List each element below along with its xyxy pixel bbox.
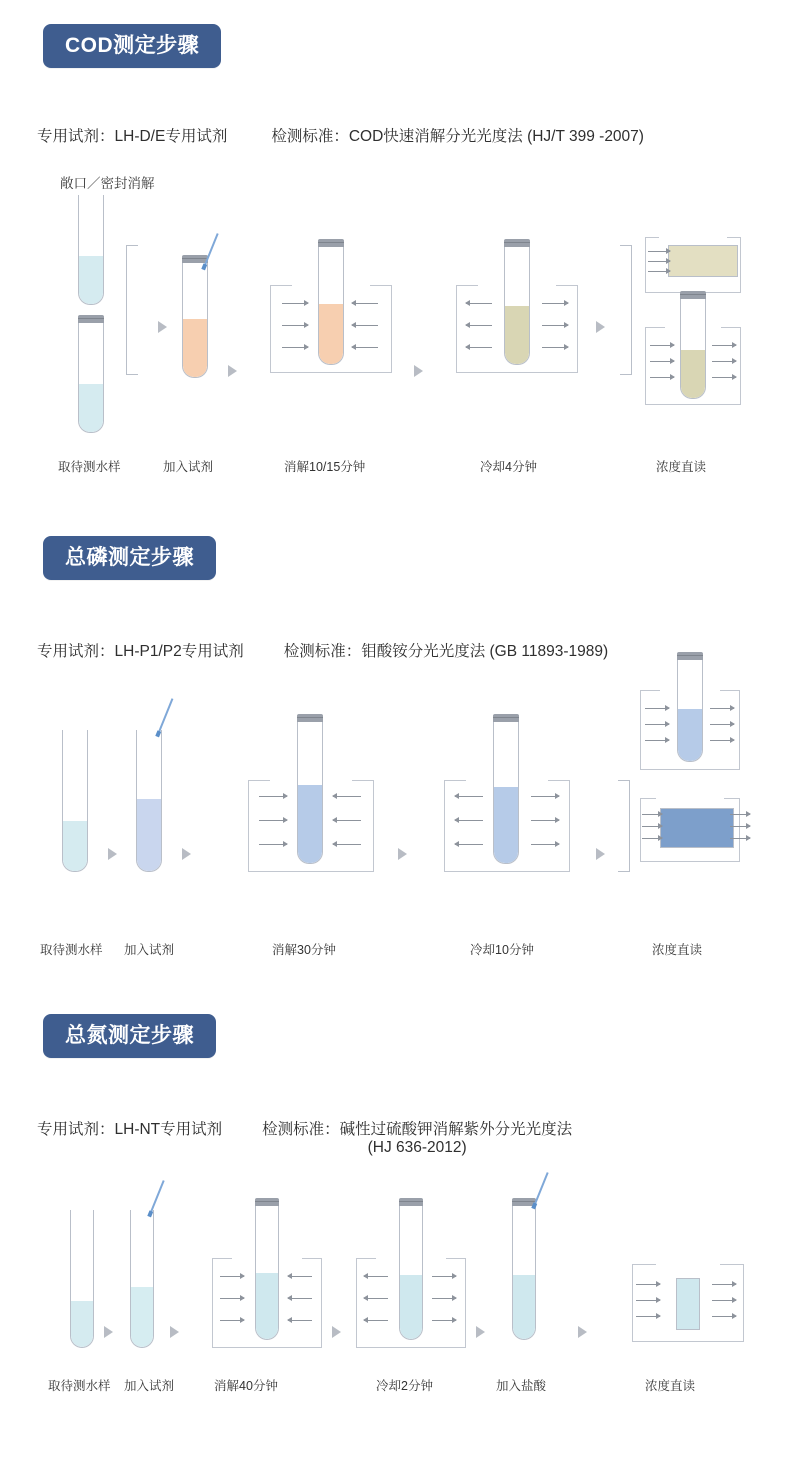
cod-caption-4: 冷却4分钟 — [480, 460, 537, 474]
tn-digestion-tube-cap — [255, 1198, 279, 1206]
tp-readout-tube-cap — [677, 652, 703, 660]
tp-badge-wrap — [0, 536, 216, 580]
liquid-digested — [256, 1273, 278, 1339]
section-badge-cod: COD测定步骤 — [43, 24, 221, 68]
liquid-digested — [494, 787, 518, 863]
tp-reagent-tube — [136, 730, 162, 872]
cod-cooling-rim-right — [556, 285, 578, 286]
cool-flow-arrow — [455, 820, 483, 821]
tn-sample-tube — [70, 1210, 94, 1348]
tn-caption-3: 消解40分钟 — [214, 1379, 278, 1393]
cod-reagent-tube — [182, 263, 208, 378]
light-beam-arrow — [650, 345, 674, 346]
cool-flow-arrow — [542, 325, 568, 326]
cool-flow-arrow — [531, 820, 559, 821]
light-beam-arrow — [710, 740, 734, 741]
liquid-digested — [513, 1275, 535, 1339]
cool-flow-arrow — [364, 1276, 388, 1277]
cool-flow-arrow — [542, 303, 568, 304]
cod-readout-tube-rim-right — [721, 327, 741, 328]
light-beam-arrow — [710, 724, 734, 725]
tp-digestion-tube — [297, 722, 323, 864]
cod-sample-tube-top — [78, 195, 104, 305]
tn-standard-line2: (HJ 636-2012) — [367, 1139, 467, 1156]
heat-flow-arrow — [288, 1320, 312, 1321]
cod-cooling-tube-cap — [504, 239, 530, 247]
cod-sample-tube-bottom-cap — [78, 315, 104, 323]
tp-cooling-rim-left — [444, 780, 466, 781]
tp-meta-row — [0, 639, 608, 661]
light-beam-arrow — [712, 345, 736, 346]
cool-flow-arrow — [364, 1298, 388, 1299]
tn-caption-2: 加入试剂 — [124, 1379, 175, 1393]
section-total-nitrogen — [0, 990, 800, 1479]
light-beam-arrow — [645, 740, 669, 741]
tn-readout-rim-right — [720, 1264, 744, 1265]
tp-readout-bracket — [618, 780, 630, 872]
tp-caption-3: 消解30分钟 — [272, 943, 336, 957]
tn-step-arrow-1 — [104, 1326, 113, 1338]
heat-flow-arrow — [259, 844, 287, 845]
heat-flow-arrow — [352, 347, 378, 348]
cod-caption-3: 消解10/15分钟 — [284, 460, 366, 474]
light-beam-arrow — [648, 271, 670, 272]
tp-cooling-rim-right — [548, 780, 570, 781]
tp-step-arrow-2 — [182, 848, 191, 860]
cod-readout-bracket — [620, 245, 632, 375]
tn-caption-4: 冷却2分钟 — [376, 1379, 433, 1393]
light-beam-arrow — [650, 361, 674, 362]
tp-caption-1: 取待测水样 — [40, 943, 103, 957]
tp-step-arrow-1 — [108, 848, 117, 860]
cool-flow-arrow — [455, 844, 483, 845]
section-badge-tp: 总磷测定步骤 — [43, 536, 216, 580]
tn-cooling-tube-cap — [399, 1198, 423, 1206]
tn-step-arrow-3 — [332, 1326, 341, 1338]
tn-cooling-rim-right — [446, 1258, 466, 1259]
cool-flow-arrow — [432, 1320, 456, 1321]
cod-badge-wrap — [0, 24, 221, 68]
light-beam-arrow — [650, 377, 674, 378]
tp-diagram — [0, 672, 800, 972]
cod-step-arrow-3 — [414, 365, 423, 377]
pipette-tip — [531, 1202, 537, 1209]
light-beam-arrow — [710, 708, 734, 709]
cod-sample-tube-bottom — [78, 323, 104, 433]
tn-readout-rim-left — [632, 1264, 656, 1265]
heat-flow-arrow — [333, 820, 361, 821]
cod-digestion-tube-cap — [318, 239, 344, 247]
tn-step-arrow-4 — [476, 1326, 485, 1338]
tn-standard-label — [262, 1117, 572, 1157]
liquid-digested — [678, 709, 702, 761]
heat-flow-arrow — [352, 325, 378, 326]
cool-flow-arrow — [542, 347, 568, 348]
light-beam-arrow — [712, 377, 736, 378]
cell-fill — [669, 246, 737, 276]
section-total-phosphorus — [0, 512, 800, 990]
tn-caption-1: 取待测水样 — [48, 1379, 111, 1393]
light-beam-arrow — [712, 1316, 736, 1317]
light-beam-arrow — [642, 814, 662, 815]
liquid-reagent — [137, 799, 161, 871]
tn-standard-line1: 检测标准：碱性过硫酸钾消解紫外分光光度法 — [262, 1121, 573, 1138]
cod-note: 敞口／密封消解 — [60, 176, 155, 191]
liquid-digested — [298, 785, 322, 863]
heat-flow-arrow — [220, 1276, 244, 1277]
light-beam-arrow — [712, 1300, 736, 1301]
heat-flow-arrow — [288, 1298, 312, 1299]
cod-sample-bracket — [126, 245, 138, 375]
tp-cooling-tube — [493, 722, 519, 864]
tp-bath-rim-right — [352, 780, 374, 781]
liquid-digested — [681, 350, 705, 398]
tn-diagram — [0, 1180, 800, 1470]
light-beam-arrow — [645, 724, 669, 725]
cod-readout-tube — [680, 299, 706, 399]
tp-caption-2: 加入试剂 — [124, 943, 175, 957]
tn-step-arrow-2 — [170, 1326, 179, 1338]
cod-step-arrow-2 — [228, 365, 237, 377]
tp-readout-cell-rim-left — [640, 798, 656, 799]
liquid-sample — [71, 1301, 93, 1347]
tn-badge-wrap — [0, 1014, 216, 1058]
liquid-digested — [400, 1275, 422, 1339]
cod-step-arrow-1 — [158, 321, 167, 333]
heat-flow-arrow — [282, 303, 308, 304]
light-beam-arrow — [636, 1284, 660, 1285]
tp-colorimeter-cell — [660, 808, 734, 848]
cod-caption-5: 浓度直读 — [656, 460, 707, 474]
tn-reagent-label: 专用试剂：LH-NT专用试剂 — [37, 1121, 223, 1138]
cod-step-arrow-4 — [596, 321, 605, 333]
tp-digestion-tube-cap — [297, 714, 323, 722]
cod-cooling-tube — [504, 247, 530, 365]
cod-caption-2: 加入试剂 — [163, 460, 214, 474]
cool-flow-arrow — [364, 1320, 388, 1321]
tn-bath-rim-left — [212, 1258, 232, 1259]
heat-flow-arrow — [259, 820, 287, 821]
cod-bath-rim-right — [370, 285, 392, 286]
tn-digestion-tube — [255, 1206, 279, 1340]
cod-bath-rim-left — [270, 285, 292, 286]
light-beam-arrow — [642, 838, 662, 839]
light-beam-arrow — [636, 1316, 660, 1317]
cod-diagram — [0, 175, 800, 495]
cod-standard-label: 检测标准：COD快速消解分光光度法 (HJ/T 399 -2007) — [271, 128, 644, 145]
cool-flow-arrow — [531, 796, 559, 797]
section-badge-tn: 总氮测定步骤 — [43, 1014, 216, 1058]
tp-step-arrow-4 — [596, 848, 605, 860]
tp-readout-cell-rim-right — [724, 798, 740, 799]
tp-readout-tube-rim-right — [720, 690, 740, 691]
cod-reagent-label: 专用试剂：LH-D/E专用试剂 — [37, 128, 228, 145]
cool-flow-arrow — [455, 796, 483, 797]
heat-flow-arrow — [282, 347, 308, 348]
light-beam-arrow — [642, 826, 662, 827]
tn-hcl-pipette-icon — [534, 1172, 549, 1204]
cod-colorimeter-cell — [668, 245, 738, 277]
heat-flow-arrow — [220, 1298, 244, 1299]
tn-cooling-tube — [399, 1206, 423, 1340]
cod-meta-row — [0, 124, 644, 146]
tp-cooling-tube-cap — [493, 714, 519, 722]
tp-sample-tube — [62, 730, 88, 872]
tp-step-arrow-3 — [398, 848, 407, 860]
cod-readout-tube-cap — [680, 291, 706, 299]
liquid-reagent — [183, 319, 207, 377]
heat-flow-arrow — [352, 303, 378, 304]
tp-reagent-label: 专用试剂：LH-P1/P2专用试剂 — [37, 643, 244, 660]
cool-flow-arrow — [466, 347, 492, 348]
liquid-reagent — [319, 304, 343, 364]
tn-caption-6: 浓度直读 — [645, 1379, 696, 1393]
tn-colorimeter-cell — [676, 1278, 700, 1330]
cod-digestion-tube — [318, 247, 344, 365]
tn-meta-row — [0, 1117, 572, 1157]
heat-flow-arrow — [220, 1320, 244, 1321]
light-beam-arrow — [730, 814, 750, 815]
cell-fill — [677, 1279, 699, 1329]
liquid-sample — [63, 821, 87, 871]
tn-pipette-icon — [150, 1180, 165, 1212]
liquid-sample — [79, 384, 103, 432]
light-beam-arrow — [648, 261, 670, 262]
heat-flow-arrow — [288, 1276, 312, 1277]
tn-reagent-tube — [130, 1210, 154, 1348]
light-beam-arrow — [648, 251, 670, 252]
cell-fill — [661, 809, 733, 847]
tp-readout-tube-rim-left — [640, 690, 660, 691]
heat-flow-arrow — [282, 325, 308, 326]
cool-flow-arrow — [531, 844, 559, 845]
liquid-digested — [505, 306, 529, 364]
heat-flow-arrow — [259, 796, 287, 797]
tn-caption-5: 加入盐酸 — [496, 1379, 547, 1393]
light-beam-arrow — [636, 1300, 660, 1301]
tn-bath-rim-right — [302, 1258, 322, 1259]
tp-pipette-icon — [158, 698, 173, 732]
liquid-sample — [79, 256, 103, 304]
cod-readout-cell-rim-left — [645, 237, 659, 238]
cool-flow-arrow — [466, 303, 492, 304]
cool-flow-arrow — [432, 1276, 456, 1277]
cool-flow-arrow — [432, 1298, 456, 1299]
cod-readout-tube-rim-left — [645, 327, 665, 328]
tn-cooling-rim-left — [356, 1258, 376, 1259]
heat-flow-arrow — [333, 844, 361, 845]
tp-standard-label: 检测标准：钼酸铵分光光度法 (GB 11893-1989) — [283, 643, 609, 660]
cod-readout-cell-rim-right — [727, 237, 741, 238]
light-beam-arrow — [712, 361, 736, 362]
tp-readout-tube — [677, 660, 703, 762]
tn-step-arrow-5 — [578, 1326, 587, 1338]
tp-caption-4: 冷却10分钟 — [470, 943, 534, 957]
cod-pipette-icon — [204, 233, 219, 265]
light-beam-arrow — [712, 1284, 736, 1285]
tp-caption-5: 浓度直读 — [652, 943, 703, 957]
cod-cooling-rim-left — [456, 285, 478, 286]
heat-flow-arrow — [333, 796, 361, 797]
tp-bath-rim-left — [248, 780, 270, 781]
cod-caption-1: 取待测水样 — [58, 460, 121, 474]
liquid-reagent — [131, 1287, 153, 1347]
tn-hcl-tube — [512, 1206, 536, 1340]
light-beam-arrow — [645, 708, 669, 709]
light-beam-arrow — [730, 826, 750, 827]
light-beam-arrow — [730, 838, 750, 839]
cool-flow-arrow — [466, 325, 492, 326]
section-cod — [0, 0, 800, 512]
